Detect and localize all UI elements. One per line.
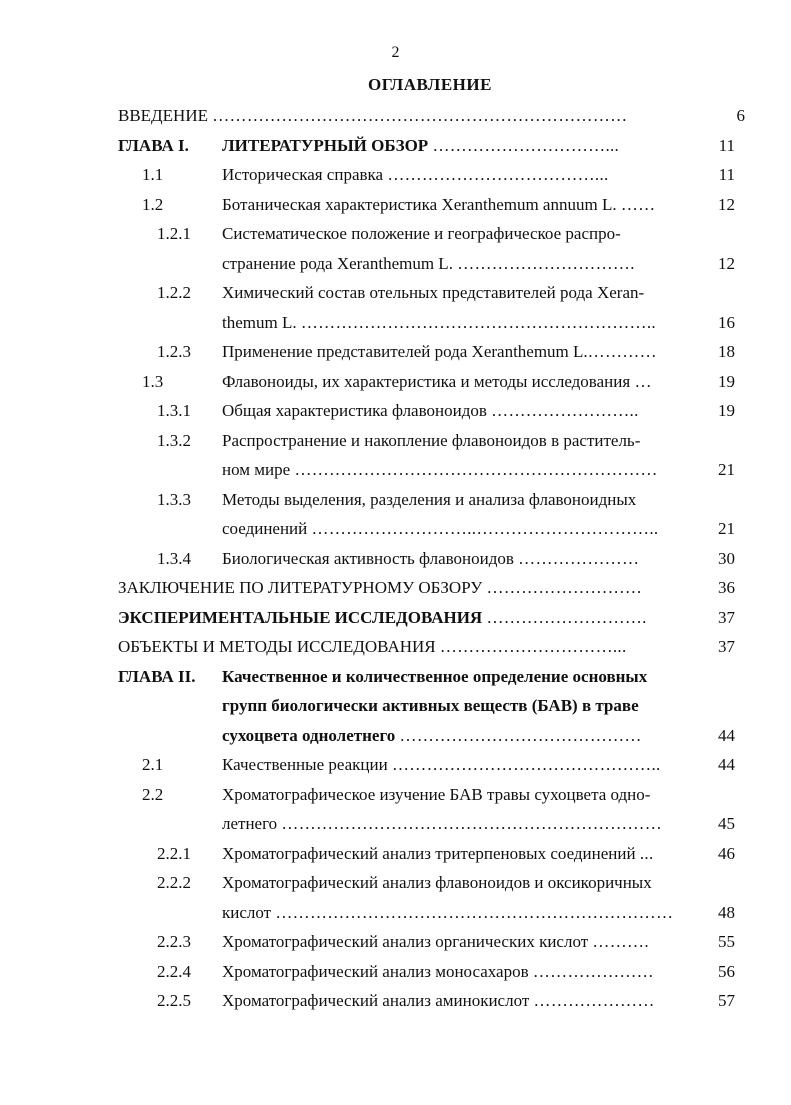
toc-row — [0, 662, 791, 692]
toc-number: 2.2 — [142, 784, 164, 804]
toc-entry — [222, 514, 700, 544]
toc-leader-dots: ... — [639, 843, 654, 863]
toc-number: 1.3.3 — [157, 489, 191, 509]
toc-entry — [222, 898, 700, 928]
toc-title: ВВЕДЕНИЕ — [118, 106, 213, 125]
toc-row — [0, 367, 791, 397]
toc-row — [0, 839, 791, 869]
toc-leader-dots: …………………………. — [457, 253, 635, 273]
toc-row — [0, 101, 791, 131]
toc-title: летнего — [222, 814, 282, 833]
toc-page: 12 — [718, 253, 735, 273]
toc-title: групп биологически активных веществ (БАВ) в траве — [222, 696, 639, 715]
toc-entry — [222, 957, 700, 987]
toc-page: 18 — [718, 342, 735, 361]
toc-page: 46 — [718, 843, 735, 863]
toc-title: Хроматографическое изучение БАВ травы сухоцвета одно- — [222, 784, 651, 804]
toc-number: 1.1 — [142, 165, 164, 184]
toc-page: 45 — [718, 814, 735, 833]
toc-row — [0, 603, 791, 633]
toc-title: Историческая справка — [222, 165, 388, 184]
toc-title: Систематическое положение и географическое распро- — [222, 224, 621, 243]
toc-entry — [222, 750, 700, 780]
toc-number: 1.2 — [142, 194, 164, 214]
toc-title: ном мире — [222, 460, 295, 479]
toc-number: 1.2.1 — [157, 224, 191, 243]
toc-row — [0, 780, 791, 810]
toc-row — [0, 721, 791, 751]
toc-entry — [118, 632, 700, 662]
toc-page: 11 — [718, 165, 735, 184]
toc-leader-dots: …………………….. — [491, 401, 639, 420]
toc-entry — [222, 544, 700, 574]
toc-leader-dots: ………………… — [532, 961, 654, 981]
toc-number: 2.1 — [142, 755, 164, 774]
toc-leader-dots: …………………………... — [432, 135, 620, 155]
toc-number: 2.2.1 — [157, 843, 191, 863]
toc-number: ГЛАВА II. — [118, 666, 196, 686]
toc-title: сухоцвета однолетнего — [222, 725, 400, 745]
toc-entry — [118, 101, 700, 131]
toc-title: соединений — [222, 519, 312, 538]
toc-leader-dots: …… — [620, 194, 656, 214]
toc-entry — [222, 190, 700, 220]
toc-row — [0, 485, 791, 515]
toc-title: ЛИТЕРАТУРНЫЙ ОБЗОР — [222, 135, 433, 155]
toc-leader-dots: ………. — [592, 932, 649, 951]
toc-entry — [222, 839, 700, 869]
toc-title: themum L. — [222, 312, 301, 332]
toc-page: 36 — [718, 578, 735, 597]
toc-title: Флавоноиды, их характеристика и методы исследования — [222, 371, 635, 391]
toc-page: 19 — [718, 371, 735, 391]
toc-leader-dots: …………………………... — [439, 637, 627, 656]
toc-row — [0, 986, 791, 1016]
toc-page: 11 — [718, 135, 735, 155]
toc-page: 30 — [718, 548, 735, 568]
toc-number: 2.2.4 — [157, 961, 191, 981]
toc-page: 12 — [718, 194, 735, 214]
toc-title: Хроматографический анализ тритерпеновых соединений — [222, 843, 640, 863]
page-title: ОГЛАВЛЕНИЕ — [368, 75, 492, 94]
toc-entry — [222, 426, 700, 456]
toc-row — [0, 249, 791, 279]
toc-entry — [222, 927, 700, 957]
toc-entry — [222, 249, 700, 279]
toc-title: Биологическая активность флавоноидов — [222, 548, 519, 568]
toc-entry — [118, 603, 700, 633]
toc-page: 44 — [718, 755, 735, 774]
toc-leader-dots: …………………………………………………………… — [275, 902, 674, 922]
toc-page: 21 — [718, 519, 735, 538]
toc-row — [0, 219, 791, 249]
toc-page: 21 — [718, 460, 735, 479]
toc-row — [0, 160, 791, 190]
toc-page: 57 — [718, 991, 735, 1010]
toc-title: кислот — [222, 902, 276, 922]
toc-leader-dots: …………………………………………………….. — [300, 312, 656, 332]
toc-entry — [222, 691, 700, 721]
toc-number: 2.2.5 — [157, 991, 191, 1010]
toc-leader-dots: ………… — [587, 342, 657, 361]
toc-page: 37 — [718, 637, 735, 656]
toc-entry — [222, 367, 700, 397]
toc-entry — [222, 721, 700, 751]
toc-title: странение рода Xeranthemum L. — [222, 253, 458, 273]
toc-entry — [222, 308, 700, 338]
toc-leader-dots: ………………………………... — [387, 165, 609, 184]
toc-leader-dots: ……………………………………….. — [391, 755, 661, 774]
toc-number: 1.3.4 — [157, 548, 191, 568]
toc-row — [0, 544, 791, 574]
toc-title: Ботаническая характеристика Xeranthemum annuum L. — [222, 194, 621, 214]
toc-number: 1.3.1 — [157, 401, 191, 420]
toc-leader-dots: ………………………………………………………… — [281, 814, 663, 833]
toc-title: ЭКСПЕРИМЕНТАЛЬНЫЕ ИССЛЕДОВАНИЯ — [118, 607, 487, 627]
toc-entry — [222, 809, 700, 839]
toc-title: Общая характеристика флавоноидов — [222, 401, 492, 420]
toc-title: ЗАКЛЮЧЕНИЕ ПО ЛИТЕРАТУРНОМУ ОБЗОРУ — [118, 578, 487, 597]
toc-leader-dots: ……………………………………………………… — [294, 460, 658, 479]
toc-title: Хроматографический анализ флавоноидов и оксикоричных — [222, 873, 652, 892]
toc-row — [0, 868, 791, 898]
toc-row — [0, 131, 791, 161]
toc-row — [0, 632, 791, 662]
toc-page: 44 — [718, 725, 735, 745]
toc-page: 56 — [718, 961, 735, 981]
toc-entry — [222, 662, 700, 692]
toc-number: 2.2.3 — [157, 932, 191, 951]
toc-entry — [222, 219, 700, 249]
toc-row — [0, 455, 791, 485]
toc-number: 1.3 — [142, 371, 164, 391]
toc-entry — [222, 780, 700, 810]
toc-title: Хроматографический анализ органических кислот — [222, 932, 593, 951]
toc-row — [0, 573, 791, 603]
toc-title: Химический состав отельных представителей рода Xeran- — [222, 283, 645, 302]
toc-leader-dots: ………………… — [518, 548, 640, 568]
toc-row — [0, 750, 791, 780]
toc-title: Качественное и количественное определение основных — [222, 666, 648, 686]
toc-page: 48 — [718, 902, 735, 922]
toc-leader-dots: ……………………………………………………………… — [212, 106, 628, 125]
toc-leader-dots: ……………………… — [486, 578, 643, 597]
toc-leader-dots: ………………… — [533, 991, 655, 1010]
toc-row — [0, 957, 791, 987]
toc-title: Качественные реакции — [222, 755, 392, 774]
toc-title: Хроматографический анализ моносахаров — [222, 961, 533, 981]
toc-entry — [222, 868, 700, 898]
toc-title: Хроматографический анализ аминокислот — [222, 991, 534, 1010]
toc-row — [0, 927, 791, 957]
toc-row — [0, 691, 791, 721]
toc-title: Методы выделения, разделения и анализа флавоноидных — [222, 489, 637, 509]
toc-page: 16 — [718, 312, 735, 332]
table-of-contents — [0, 101, 791, 1016]
toc-row — [0, 337, 791, 367]
toc-leader-dots: ………………………..………………………….. — [311, 519, 659, 538]
toc-entry — [222, 131, 700, 161]
toc-number: 1.2.3 — [157, 342, 191, 361]
toc-row — [0, 426, 791, 456]
toc-number: 1.3.2 — [157, 430, 191, 450]
toc-number: 1.2.2 — [157, 283, 191, 302]
toc-page: 6 — [736, 106, 745, 125]
toc-row — [0, 514, 791, 544]
toc-entry — [222, 986, 700, 1016]
toc-row — [0, 898, 791, 928]
toc-page: 19 — [718, 401, 735, 420]
toc-title: Применение представителей рода Xeranthemum L. — [222, 342, 588, 361]
toc-number: 2.2.2 — [157, 873, 191, 892]
toc-row — [0, 190, 791, 220]
toc-row — [0, 278, 791, 308]
toc-row — [0, 809, 791, 839]
toc-number: ГЛАВА I. — [118, 135, 189, 155]
toc-row — [0, 308, 791, 338]
toc-page: 37 — [718, 607, 735, 627]
toc-leader-dots: ………………………. — [486, 607, 647, 627]
toc-entry — [222, 337, 700, 367]
toc-entry — [222, 396, 700, 426]
toc-entry — [222, 160, 700, 190]
toc-leader-dots: …………………………………… — [399, 725, 642, 745]
page-number: 2 — [391, 44, 400, 61]
toc-page: 55 — [718, 932, 735, 951]
toc-entry — [222, 485, 700, 515]
toc-entry — [118, 573, 700, 603]
toc-leader-dots: … — [634, 371, 652, 391]
toc-row — [0, 396, 791, 426]
toc-title: ОБЪЕКТЫ И МЕТОДЫ ИССЛЕДОВАНИЯ — [118, 637, 440, 656]
toc-entry — [222, 278, 700, 308]
toc-entry — [222, 455, 700, 485]
toc-title: Распространение и накопление флавоноидов в раститель- — [222, 430, 641, 450]
